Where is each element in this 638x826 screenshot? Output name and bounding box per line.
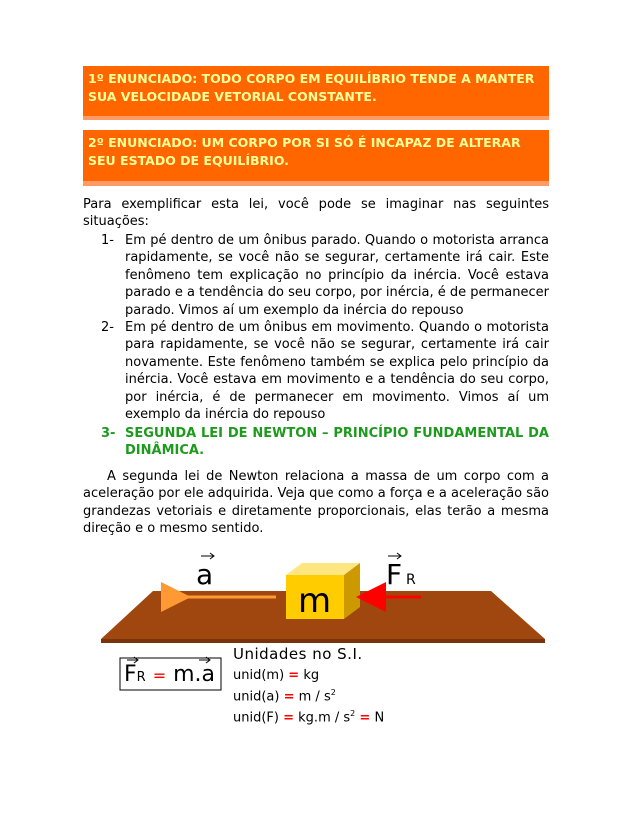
list-item-number: 2- bbox=[101, 320, 114, 335]
unit-mass bbox=[233, 668, 319, 683]
section-heading-text: SEGUNDA LEI DE NEWTON – PRINCÍPIO FUNDAMENTAL DA DINÂMICA. bbox=[125, 426, 549, 459]
second-statement-banner: 2º ENUNCIADO: UM CORPO POR SI SÓ É INCAPAZ DE ALTERAR SEU ESTADO DE EQUILÍBRIO. bbox=[83, 130, 549, 186]
equals: = bbox=[359, 710, 371, 726]
formula-rhs: m.a bbox=[173, 662, 216, 687]
label-F: F bbox=[386, 558, 403, 591]
unit-force-left: unid(F) bbox=[233, 710, 279, 726]
first-statement-banner: 1º ENUNCIADO: TODO CORPO EM EQUILÍBRIO TENDE A MANTER SUA VELOCIDADE VETORIAL CONSTANTE. bbox=[83, 66, 549, 120]
list-item-text: Em pé dentro de um ônibus parado. Quando o motorista arranca rapidamente, se você não se segurar, certamente irá cair. Este fenômeno tem explicação no princípio da inércia. Você estava parado e a tendência do seu corpo, por inércia, é de permanecer parado. Vimos aí um exemplo da inércia do repouso bbox=[125, 233, 549, 318]
unit-force-right: N bbox=[374, 710, 385, 726]
unit-acceleration-right: m / s bbox=[298, 689, 331, 705]
intro-paragraph: Para exemplificar esta lei, você pode se imaginar nas seguintes situações: bbox=[83, 197, 549, 230]
equals: = bbox=[283, 710, 295, 726]
unit-mass-right: kg bbox=[303, 668, 320, 683]
exponent: 2 bbox=[330, 688, 336, 697]
formula-equals: = bbox=[152, 666, 167, 685]
label-R: R bbox=[406, 572, 416, 588]
unit-force-mid: kg.m / s bbox=[298, 710, 351, 726]
second-law-paragraph: A segunda lei de Newton relaciona a massa de um corpo com a aceleração por ele adquirida. Veja que como a força e a aceleração são grandezas vetoriais e diretamente proporcionais, elas terão a mesma direção e o mesmo sentido. bbox=[83, 469, 549, 537]
unit-force bbox=[233, 709, 384, 725]
block-mass-label: m bbox=[298, 581, 332, 621]
formula-R: R bbox=[136, 670, 146, 685]
formula-F: F bbox=[124, 662, 137, 687]
unit-acceleration-left: unid(a) bbox=[233, 689, 280, 705]
formula bbox=[124, 662, 215, 687]
exponent: 2 bbox=[350, 709, 356, 718]
equals: = bbox=[283, 689, 295, 705]
equals: = bbox=[288, 668, 300, 683]
label-a: a bbox=[196, 558, 214, 591]
list-item-text: Em pé dentro de um ônibus em movimento. Quando o motorista para rapidamente, se você não se segurar, certamente irá cair novamente. Este fenômeno também se explica pelo princípio da inércia. Você estava em movimento e a tendência do seu corpo, por inércia, é de permanecer em movimento. Vimos aí um exemplo da inércia do repouso bbox=[125, 320, 549, 423]
list-item-number: 1- bbox=[101, 233, 114, 248]
list-item-number: 3- bbox=[101, 426, 116, 441]
plane-edge bbox=[101, 639, 545, 643]
units-title: Unidades no S.I. bbox=[233, 645, 363, 663]
unit-mass-left: unid(m) bbox=[233, 668, 285, 683]
unit-acceleration bbox=[233, 688, 336, 704]
